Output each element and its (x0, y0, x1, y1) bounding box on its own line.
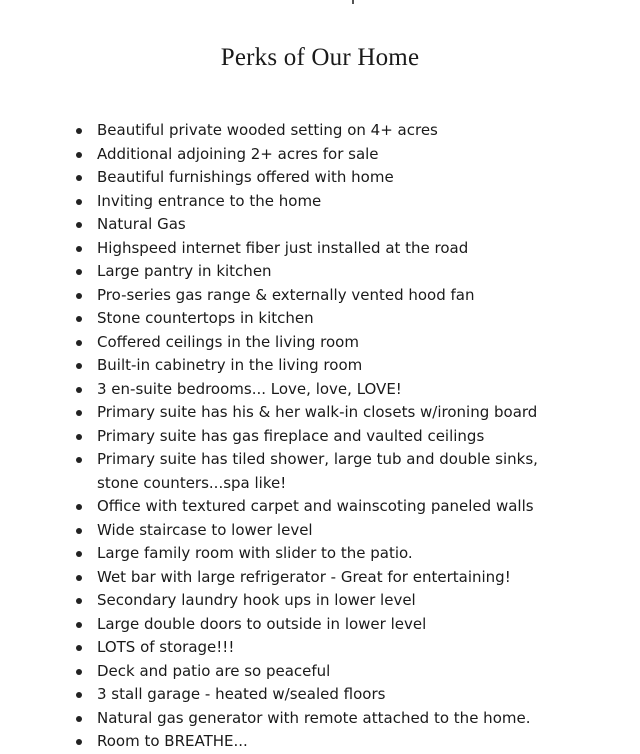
list-item-text: Inviting entrance to the home (97, 191, 322, 210)
list-item (76, 143, 636, 167)
list-item-text: Beautiful furnishings offered with home (97, 168, 394, 186)
bullet-icon (76, 457, 82, 463)
list-item-text: Natural Gas (97, 215, 186, 233)
bullet-icon (76, 387, 82, 393)
list-item (76, 542, 636, 566)
bullet-icon (76, 222, 82, 228)
list-item-text: Pro-series gas range & externally vented hood fan (97, 285, 475, 304)
list-item-text: Large double doors to outside in lower level (97, 614, 427, 633)
list-item-text: Natural gas generator with remote attached to the home. (97, 708, 531, 727)
list-item (76, 213, 636, 237)
list-item-text: Beautiful private wooded setting on 4+ acres (97, 121, 438, 139)
list-item (76, 237, 636, 261)
list-item (76, 636, 636, 660)
list-item-text: 3 stall garage - heated w/sealed floors (97, 685, 386, 703)
bullet-icon (76, 575, 82, 581)
list-item-text: Primary suite has gas fireplace and vaulted ceilings (97, 426, 485, 445)
list-item (76, 683, 636, 707)
bullet-icon (76, 246, 82, 252)
list-item (76, 260, 636, 284)
list-item (76, 354, 636, 378)
list-item-text: Highspeed internet fiber just installed at the road (97, 238, 469, 257)
bullet-icon (76, 152, 82, 158)
bullet-icon (76, 598, 82, 604)
bullet-icon (76, 504, 82, 510)
bullet-icon (76, 410, 82, 416)
list-item (76, 378, 636, 402)
list-item (76, 495, 636, 519)
list-item (76, 519, 636, 543)
bullet-icon (76, 528, 82, 534)
list-item-text: Secondary laundry hook ups in lower level (97, 591, 416, 609)
list-item-text: Coffered ceilings in the living room (97, 332, 359, 351)
bullet-icon (76, 739, 82, 745)
list-item (76, 660, 636, 684)
bullet-icon (76, 128, 82, 134)
list-item (76, 589, 636, 613)
list-item (76, 425, 636, 449)
bullet-icon (76, 645, 82, 651)
list-item-text: Primary suite has his & her walk-in closets w/ironing board (97, 403, 538, 421)
list-item (76, 707, 636, 731)
bullet-icon (76, 269, 82, 275)
list-item (76, 307, 636, 331)
list-item-text: Primary suite has tiled shower, large tub and double sinks, (97, 450, 538, 468)
list-item (76, 613, 636, 637)
bullet-icon (76, 434, 82, 440)
bullet-icon (76, 622, 82, 628)
list-item (76, 284, 636, 308)
list-item (76, 566, 636, 590)
scan-speck (352, 0, 354, 4)
list-item-text: LOTS of storage!!! (97, 638, 235, 656)
list-item-text: Large pantry in kitchen (97, 262, 272, 280)
list-item-text: Wet bar with large refrigerator - Great for entertaining! (97, 567, 511, 586)
list-item-text: Room to BREATHE... (97, 732, 248, 750)
list-item-text: Office with textured carpet and wainscoting paneled walls (97, 497, 534, 515)
list-item-text: Large family room with slider to the patio. (97, 544, 413, 562)
bullet-icon (76, 669, 82, 675)
list-item-text: stone counters...spa like! (97, 473, 287, 492)
list-item (76, 166, 636, 190)
list-item-text: Built-in cabinetry in the living room (97, 356, 363, 374)
list-item-text: Additional adjoining 2+ acres for sale (97, 144, 379, 163)
list-item (76, 401, 636, 425)
list-item-text: 3 en-suite bedrooms... Love, love, LOVE! (97, 379, 402, 398)
bullet-icon (76, 175, 82, 181)
bullet-icon (76, 692, 82, 698)
perks-list (76, 119, 636, 754)
list-item-text: Stone countertops in kitchen (97, 309, 314, 327)
list-item (76, 331, 636, 355)
page-title: Perks of Our Home (220, 44, 420, 71)
bullet-icon (76, 199, 82, 205)
list-item (76, 730, 636, 754)
bullet-icon (76, 716, 82, 722)
bullet-icon (76, 363, 82, 369)
list-item-text: Deck and patio are so peaceful (97, 661, 331, 680)
bullet-icon (76, 340, 82, 346)
bullet-icon (76, 316, 82, 322)
list-item (76, 448, 636, 495)
list-item (76, 119, 636, 143)
list-item (76, 190, 636, 214)
bullet-icon (76, 293, 82, 299)
list-item-text: Wide staircase to lower level (97, 520, 313, 539)
bullet-icon (76, 551, 82, 557)
